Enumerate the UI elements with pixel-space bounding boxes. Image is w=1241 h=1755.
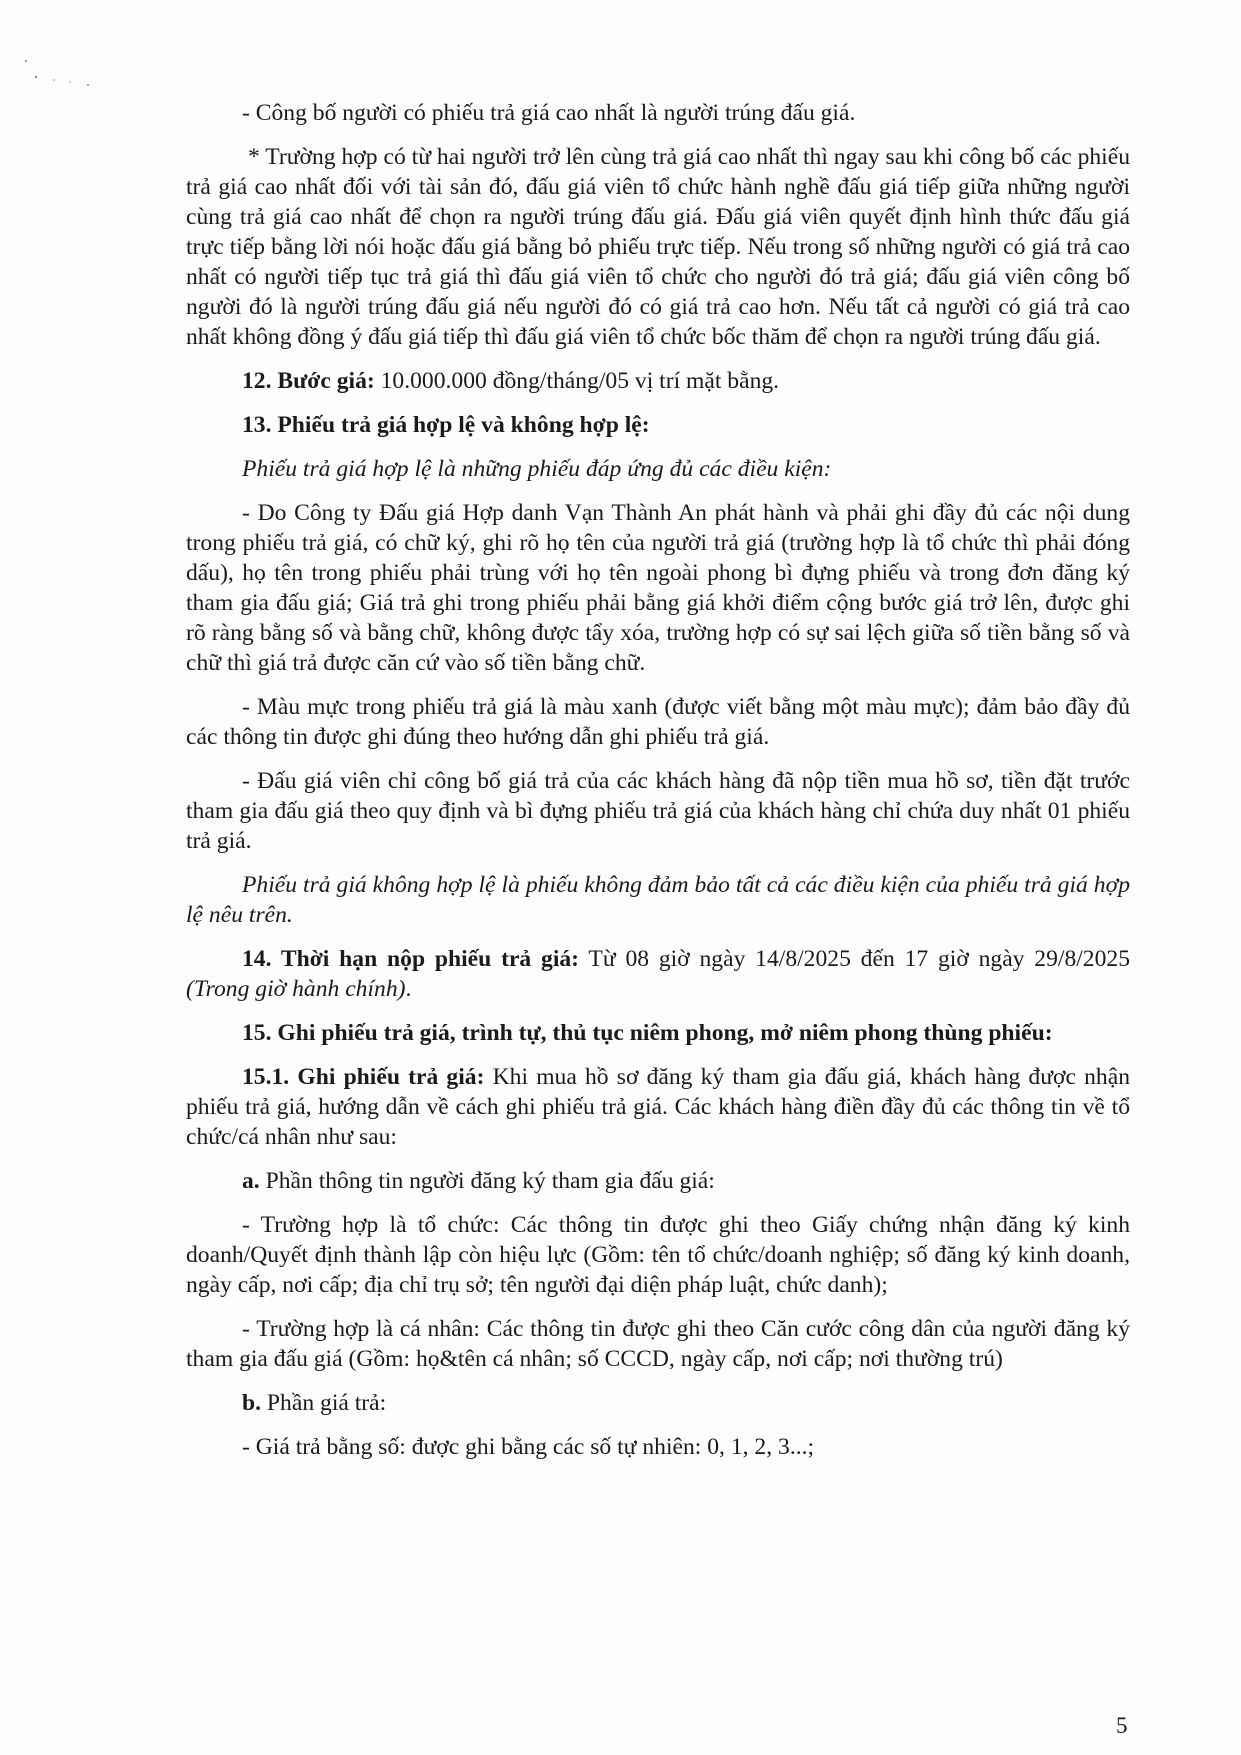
section-14-submission-period: 14. Thời hạn nộp phiếu trả giá: Từ 08 giờ ngày 14/8/2025 đến 17 giờ ngày 29/8/2025 (Trong giờ hành chính). <box>186 946 1130 1002</box>
page-number: 5 <box>1116 1713 1128 1738</box>
valid-ballot-condition-ink: - Màu mực trong phiếu trả giá là màu xanh (được viết bằng một màu mực); đảm bảo đầy đủ các thông tin được ghi đúng theo hướng dẫn ghi phiếu trả giá. <box>186 694 1130 750</box>
invalid-ballot-definition: Phiếu trả giá không hợp lệ là phiếu không đảm bảo tất cả các điều kiện của phiếu trả giá hợp lệ nêu trên. <box>186 872 1130 928</box>
section-12-bid-increment: 12. Bước giá: 10.000.000 đồng/tháng/05 vị trí mặt bằng. <box>242 368 780 394</box>
section-14-heading: 14. Thời hạn nộp phiếu trả giá: <box>242 946 580 972</box>
section-13-heading: 13. Phiếu trả giá hợp lệ và không hợp lệ: <box>242 412 650 438</box>
section-12-heading: 12. Bước giá: <box>242 368 375 394</box>
valid-ballot-condition-announce: - Đấu giá viên chỉ công bố giá trả của các khách hàng đã nộp tiền mua hồ sơ, tiền đặt trước tham gia đấu giá theo quy định và bì đựng phiếu trả giá của khách hàng chỉ chứa duy nhất 01 phiếu trả giá. <box>186 768 1130 854</box>
bid-in-numbers: - Giá trả bằng số: được ghi bằng các số tự nhiên: 0, 1, 2, 3...; <box>242 1434 815 1460</box>
section-15-heading: 15. Ghi phiếu trả giá, trình tự, thủ tục niêm phong, mở niêm phong thùng phiếu: <box>242 1020 1053 1046</box>
document-body <box>186 98 1130 1476</box>
scan-specks <box>20 55 100 95</box>
valid-ballot-condition-issuer: - Do Công ty Đấu giá Hợp danh Vạn Thành An phát hành và phải ghi đầy đủ các nội dung trong phiếu trả giá, có chữ ký, ghi rõ họ tên của người trả giá (trường hợp là tổ chức thì phải đóng dấu), họ tên trong phiếu phải trùng với họ tên ngoài phong bì đựng phiếu và trong đơn đăng ký tham gia đấu giá; Giá trả ghi trong phiếu phải bằng giá khởi điểm cộng bước giá trở lên, được ghi rõ ràng bằng số và bằng chữ, không được tẩy xóa, trường hợp có sự sai lệch giữa số tiền bằng số và chữ thì giá trả được căn cứ vào số tiền bằng chữ. <box>186 500 1130 676</box>
participant-individual: - Trường hợp là cá nhân: Các thông tin được ghi theo Căn cước công dân của người đăng ký tham gia đấu giá (Gồm: họ&tên cá nhân; số CCCD, ngày cấp, nơi cấp; nơi thường trú) <box>186 1316 1130 1372</box>
valid-ballot-intro: Phiếu trả giá hợp lệ là những phiếu đáp ứng đủ các điều kiện: <box>242 456 832 482</box>
paragraph-tie-rule: * Trường hợp có từ hai người trở lên cùng trả giá cao nhất thì ngay sau khi công bố các phiếu trả giá cao nhất đối với tài sản đó, đấu giá viên tổ chức hành nghề đấu giá tiếp giữa những người cùng trả giá cao nhất để chọn ra người trúng đấu giá. Đấu giá viên quyết định hình thức đấu giá trực tiếp bằng lời nói hoặc đấu giá bằng bỏ phiếu trực tiếp. Nếu trong số những người có giá trả cao nhất có người tiếp tục trả giá thì đấu giá viên tổ chức cho người đó trả giá; đấu giá viên công bố người đó là người trúng đấu giá nếu người đó có giá trả cao hơn. Nếu tất cả người có giá trả cao nhất không đồng ý đấu giá tiếp thì đấu giá viên tổ chức bốc thăm để chọn ra người trúng đấu giá. <box>186 144 1130 350</box>
item-a-participant-info: a. Phần thông tin người đăng ký tham gia đấu giá: <box>242 1168 715 1194</box>
paragraph-announce-winner: - Công bố người có phiếu trả giá cao nhất là người trúng đấu giá. <box>242 100 856 126</box>
section-15-1-ballot-filling: 15.1. Ghi phiếu trả giá: Khi mua hồ sơ đăng ký tham gia đấu giá, khách hàng được nhận phiếu trả giá, hướng dẫn về cách ghi phiếu trả giá. Các khách hàng điền đầy đủ các thông tin về tổ chức/cá nhân như sau: <box>186 1064 1130 1150</box>
item-b-bid-price: b. Phần giá trả: <box>242 1390 387 1416</box>
section-15-1-heading: 15.1. Ghi phiếu trả giá: <box>242 1064 485 1090</box>
participant-organization: - Trường hợp là tổ chức: Các thông tin được ghi theo Giấy chứng nhận đăng ký kinh doanh/Quyết định thành lập còn hiệu lực (Gồm: tên tổ chức/doanh nghiệp; số đăng ký kinh doanh, ngày cấp, nơi cấp; địa chỉ trụ sở; tên người đại diện pháp luật, chức danh); <box>186 1212 1130 1298</box>
